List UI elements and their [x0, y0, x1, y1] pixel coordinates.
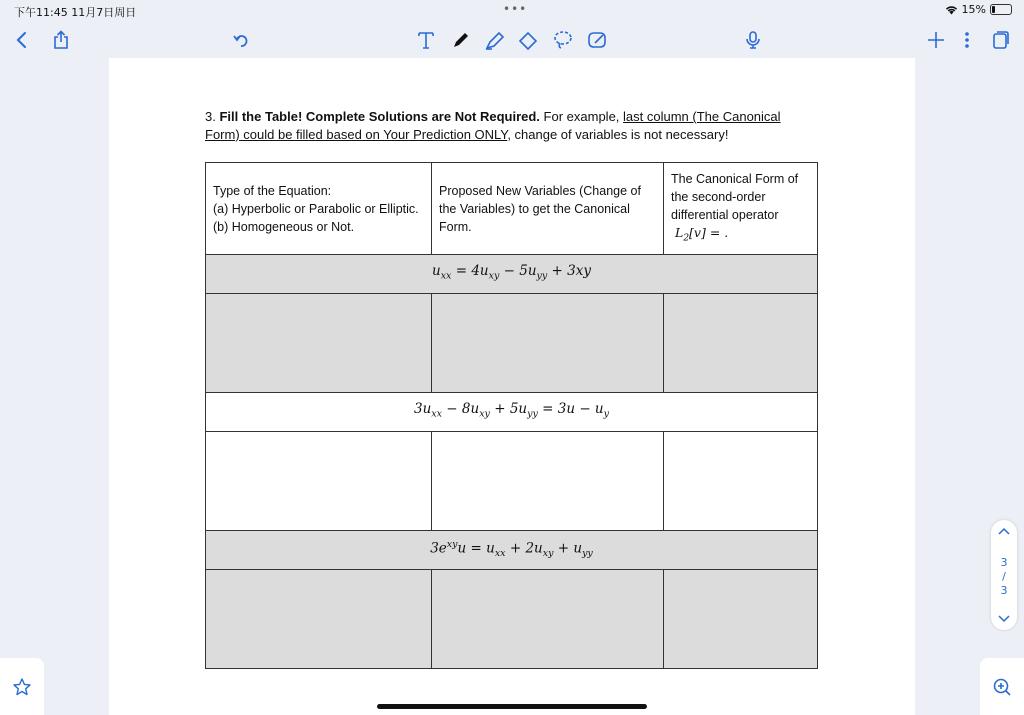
- page-up-icon[interactable]: [997, 526, 1011, 536]
- microphone-icon: [745, 30, 761, 50]
- answer-cell[interactable]: [432, 570, 664, 669]
- microphone-button[interactable]: [742, 24, 764, 56]
- question-text: [205, 108, 805, 144]
- page-current: 3: [1000, 556, 1008, 569]
- answer-cell[interactable]: [206, 570, 432, 669]
- page-indicator: [991, 556, 1017, 598]
- answer-cell[interactable]: [432, 294, 664, 393]
- question-text1: For example,: [539, 109, 624, 124]
- home-indicator[interactable]: [377, 704, 647, 709]
- answer-row: [206, 432, 818, 531]
- pages-icon: [991, 30, 1009, 50]
- back-icon: [15, 31, 27, 49]
- equation-1: $u_{xx} = 4u_{xy} - 5u_{yy} + 3xy$: [206, 255, 818, 294]
- zoom-button[interactable]: [980, 658, 1024, 715]
- text-tool-icon: [417, 30, 435, 50]
- status-bar: [0, 0, 1024, 22]
- battery-icon: [990, 4, 1012, 15]
- more-button[interactable]: [958, 24, 976, 56]
- text-tool-button[interactable]: [414, 24, 438, 56]
- equation-3: $3e^{xy}u = u_{xx} + 2u_{xy} + u_{yy}$: [206, 531, 818, 570]
- pen-tool-button[interactable]: [449, 24, 473, 56]
- header-canonical: [664, 163, 818, 255]
- toolbar: [0, 22, 1024, 58]
- canonical-operator: $L_2[v]$ = .: [675, 224, 729, 244]
- page-down-icon[interactable]: [997, 614, 1011, 624]
- page-separator: /: [1002, 570, 1006, 583]
- shape-tool-button[interactable]: [584, 24, 610, 56]
- add-icon: [927, 31, 945, 49]
- answer-cell[interactable]: [664, 432, 818, 531]
- status-right: [945, 3, 1012, 16]
- answer-cell[interactable]: [206, 294, 432, 393]
- wifi-icon: [945, 5, 958, 15]
- header-canonical-text: The Canonical Form of the second-order differential operator: [671, 171, 799, 222]
- share-icon: [52, 30, 70, 50]
- header-type: [206, 163, 432, 255]
- question-number: 3.: [205, 109, 220, 124]
- eraser-icon: [517, 30, 539, 50]
- status-time: 下午11:45 11月7日周日: [14, 6, 137, 19]
- question-bold: Fill the Table! Complete Solutions are Not Required.: [219, 109, 540, 124]
- undo-button[interactable]: [230, 24, 254, 56]
- star-icon: [12, 677, 32, 697]
- question-underlined: last column (The Canonical Form) could be filled based on Your Prediction ONLY: [205, 109, 781, 142]
- back-button[interactable]: [10, 24, 32, 56]
- zoom-icon: [992, 677, 1012, 697]
- equation-row: [206, 531, 818, 570]
- document-page[interactable]: [109, 58, 915, 715]
- equation-2: $3u_{xx} - 8u_{xy} + 5u_{yy} = 3u - u_y$: [206, 393, 818, 432]
- undo-icon: [233, 31, 251, 49]
- question-text2: , change of variables is not necessary!: [507, 127, 729, 142]
- header-type-line: (a) Hyperbolic or Parabolic or Elliptic.: [213, 201, 419, 216]
- lasso-icon: [552, 30, 574, 50]
- header-type-line: Type of the Equation:: [213, 183, 332, 198]
- pages-button[interactable]: [988, 24, 1012, 56]
- more-icon: [964, 30, 970, 50]
- answer-cell[interactable]: [664, 294, 818, 393]
- lasso-tool-button[interactable]: [550, 24, 576, 56]
- answer-cell[interactable]: [432, 432, 664, 531]
- battery-percent: 15%: [961, 3, 986, 16]
- answer-cell[interactable]: [664, 570, 818, 669]
- add-page-button[interactable]: [924, 24, 948, 56]
- equation-table: [205, 162, 818, 669]
- table-header-row: [206, 163, 818, 255]
- equation-row: [206, 255, 818, 294]
- favorite-button[interactable]: [0, 658, 44, 715]
- page-total: 3: [1000, 584, 1008, 597]
- answer-row: [206, 570, 818, 669]
- equation-row: [206, 393, 818, 432]
- header-variables-text: Proposed New Variables (Change of the Variables) to get the Canonical Form.: [439, 183, 641, 234]
- header-type-line: (b) Homogeneous or Not.: [213, 219, 355, 234]
- page-navigator: [991, 520, 1017, 630]
- pen-icon: [451, 30, 471, 50]
- multitask-dots[interactable]: •••: [503, 2, 528, 16]
- highlighter-icon: [484, 30, 506, 50]
- answer-row: [206, 294, 818, 393]
- share-button[interactable]: [49, 24, 73, 56]
- header-variables: [432, 163, 664, 255]
- eraser-tool-button[interactable]: [515, 24, 541, 56]
- shape-icon: [586, 30, 608, 50]
- answer-cell[interactable]: [206, 432, 432, 531]
- highlighter-tool-button[interactable]: [482, 24, 508, 56]
